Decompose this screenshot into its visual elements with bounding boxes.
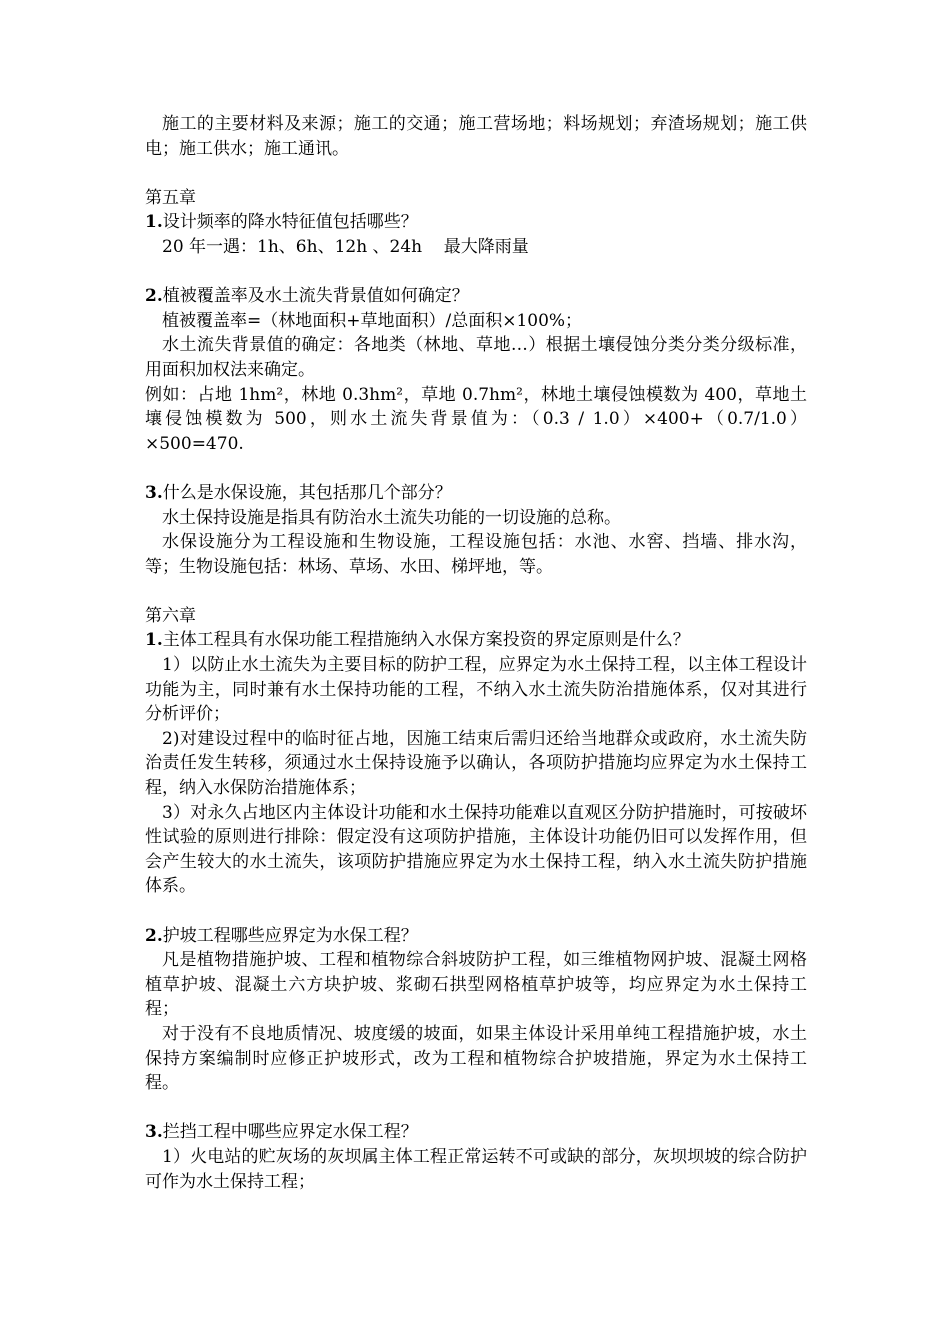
answer-paragraph: 水土保持设施是指具有防治水土流失功能的一切设施的总称。 <box>162 507 621 528</box>
question-number: 1. <box>145 212 163 233</box>
chapter-six-heading: 第六章 <box>145 605 196 626</box>
blank-line <box>145 161 807 186</box>
question-number: 1. <box>145 630 163 651</box>
answer-paragraph: 1）以防止水土流失为主要目标的防护工程，应界定为水土保持工程，以主体工程设计功能为主，同时兼有水土保持功能的工程，不纳入水土流失防治措施体系，仅对其进行分析评价； <box>145 655 807 725</box>
question-text: 植被覆盖率及水土流失背景值如何确定？ <box>162 286 469 307</box>
answer-paragraph: 20 年一遇：1h、6h、12h 、24h 最大降雨量 <box>162 236 529 257</box>
answer-paragraph: 1）火电站的贮灰场的灰坝属主体工程正常运转不可或缺的部分，灰坝坝坡的综合防护可作为水土保持工程； <box>145 1146 807 1192</box>
question-text: 什么是水保设施，其包括那几个部分？ <box>162 482 452 503</box>
answer-paragraph: 水保设施分为工程设施和生物设施，工程设施包括：水池、水窖、挡墙、排水沟，等；生物设施包括：林场、草场、水田、梯坪地，等。 <box>145 532 807 577</box>
question-heading <box>145 924 807 949</box>
question-heading <box>145 1120 807 1145</box>
blank-line <box>145 456 807 481</box>
question-text: 主体工程具有水保功能工程措施纳入水保方案投资的界定原则是什么？ <box>162 630 690 651</box>
answer-paragraph: 凡是植物措施护坡、工程和植物综合斜坡防护工程，如三维植物网护坡、混凝土网格植草护坡、混凝土六方块护坡、浆砌石拱型网格植草护坡等，均应界定为水土保持工程； <box>145 950 807 1020</box>
question-number: 2. <box>145 286 163 307</box>
example-paragraph: 例如：占地 1hm²，林地 0.3hm²，草地 0.7hm²，林地土壤侵蚀模数为 400，草地土壤侵蚀模数为 500，则水土流失背景值为：（0.3 / 1.0）×400+（0.7/1.0）×500=470. <box>145 384 807 454</box>
document-page <box>145 112 807 1194</box>
question-heading <box>145 481 807 506</box>
answer-paragraph: 3）对永久占地区内主体设计功能和水土保持功能难以直观区分防护措施时，可按破坏性试验的原则进行排除：假定没有这项防护措施，主体设计功能仍旧可以发挥作用，但会产生较大的水土流失，该项防护措施应界定为水土保持工程，纳入水土流失防护措施体系。 <box>145 802 807 897</box>
blank-line <box>145 579 807 604</box>
answer-paragraph: 植被覆盖率=（林地面积+草地面积）/总面积×100%； <box>162 310 583 331</box>
question-number: 3. <box>145 1122 163 1143</box>
question-number: 2. <box>145 925 163 946</box>
question-heading <box>145 628 807 653</box>
question-heading <box>145 210 807 235</box>
answer-paragraph: 对于没有不良地质情况、坡度缓的坡面，如果主体设计采用单纯工程措施护坡，水土保持方案编制时应修正护坡形式，改为工程和植物综合护坡措施，界定为水土保持工程。 <box>145 1023 807 1094</box>
question-number: 3. <box>145 482 163 503</box>
answer-paragraph: 2)对建设过程中的临时征占地，因施工结束后需归还给当地群众或政府，水土流失防治责任发生转移，须通过水土保持设施予以确认，各项防护措施均应界定为水土保持工程，纳入水保防治措施体系； <box>145 728 807 799</box>
question-heading <box>145 284 807 309</box>
question-text: 护坡工程哪些应界定为水保工程？ <box>162 925 418 946</box>
construction-materials-paragraph: 施工的主要材料及来源；施工的交通；施工营场地；料场规划；弃渣场规划；施工供电；施工供水；施工通讯。 <box>145 114 807 159</box>
question-text: 拦挡工程中哪些应界定水保工程？ <box>162 1122 418 1143</box>
chapter-five-heading: 第五章 <box>145 187 196 208</box>
blank-line <box>145 899 807 924</box>
answer-paragraph: 水土流失背景值的确定：各地类（林地、草地…）根据土壤侵蚀分类分类分级标准，用面积加权法来确定。 <box>145 335 807 380</box>
blank-line <box>145 1096 807 1121</box>
question-text: 设计频率的降水特征值包括哪些？ <box>162 212 418 233</box>
blank-line <box>145 260 807 285</box>
